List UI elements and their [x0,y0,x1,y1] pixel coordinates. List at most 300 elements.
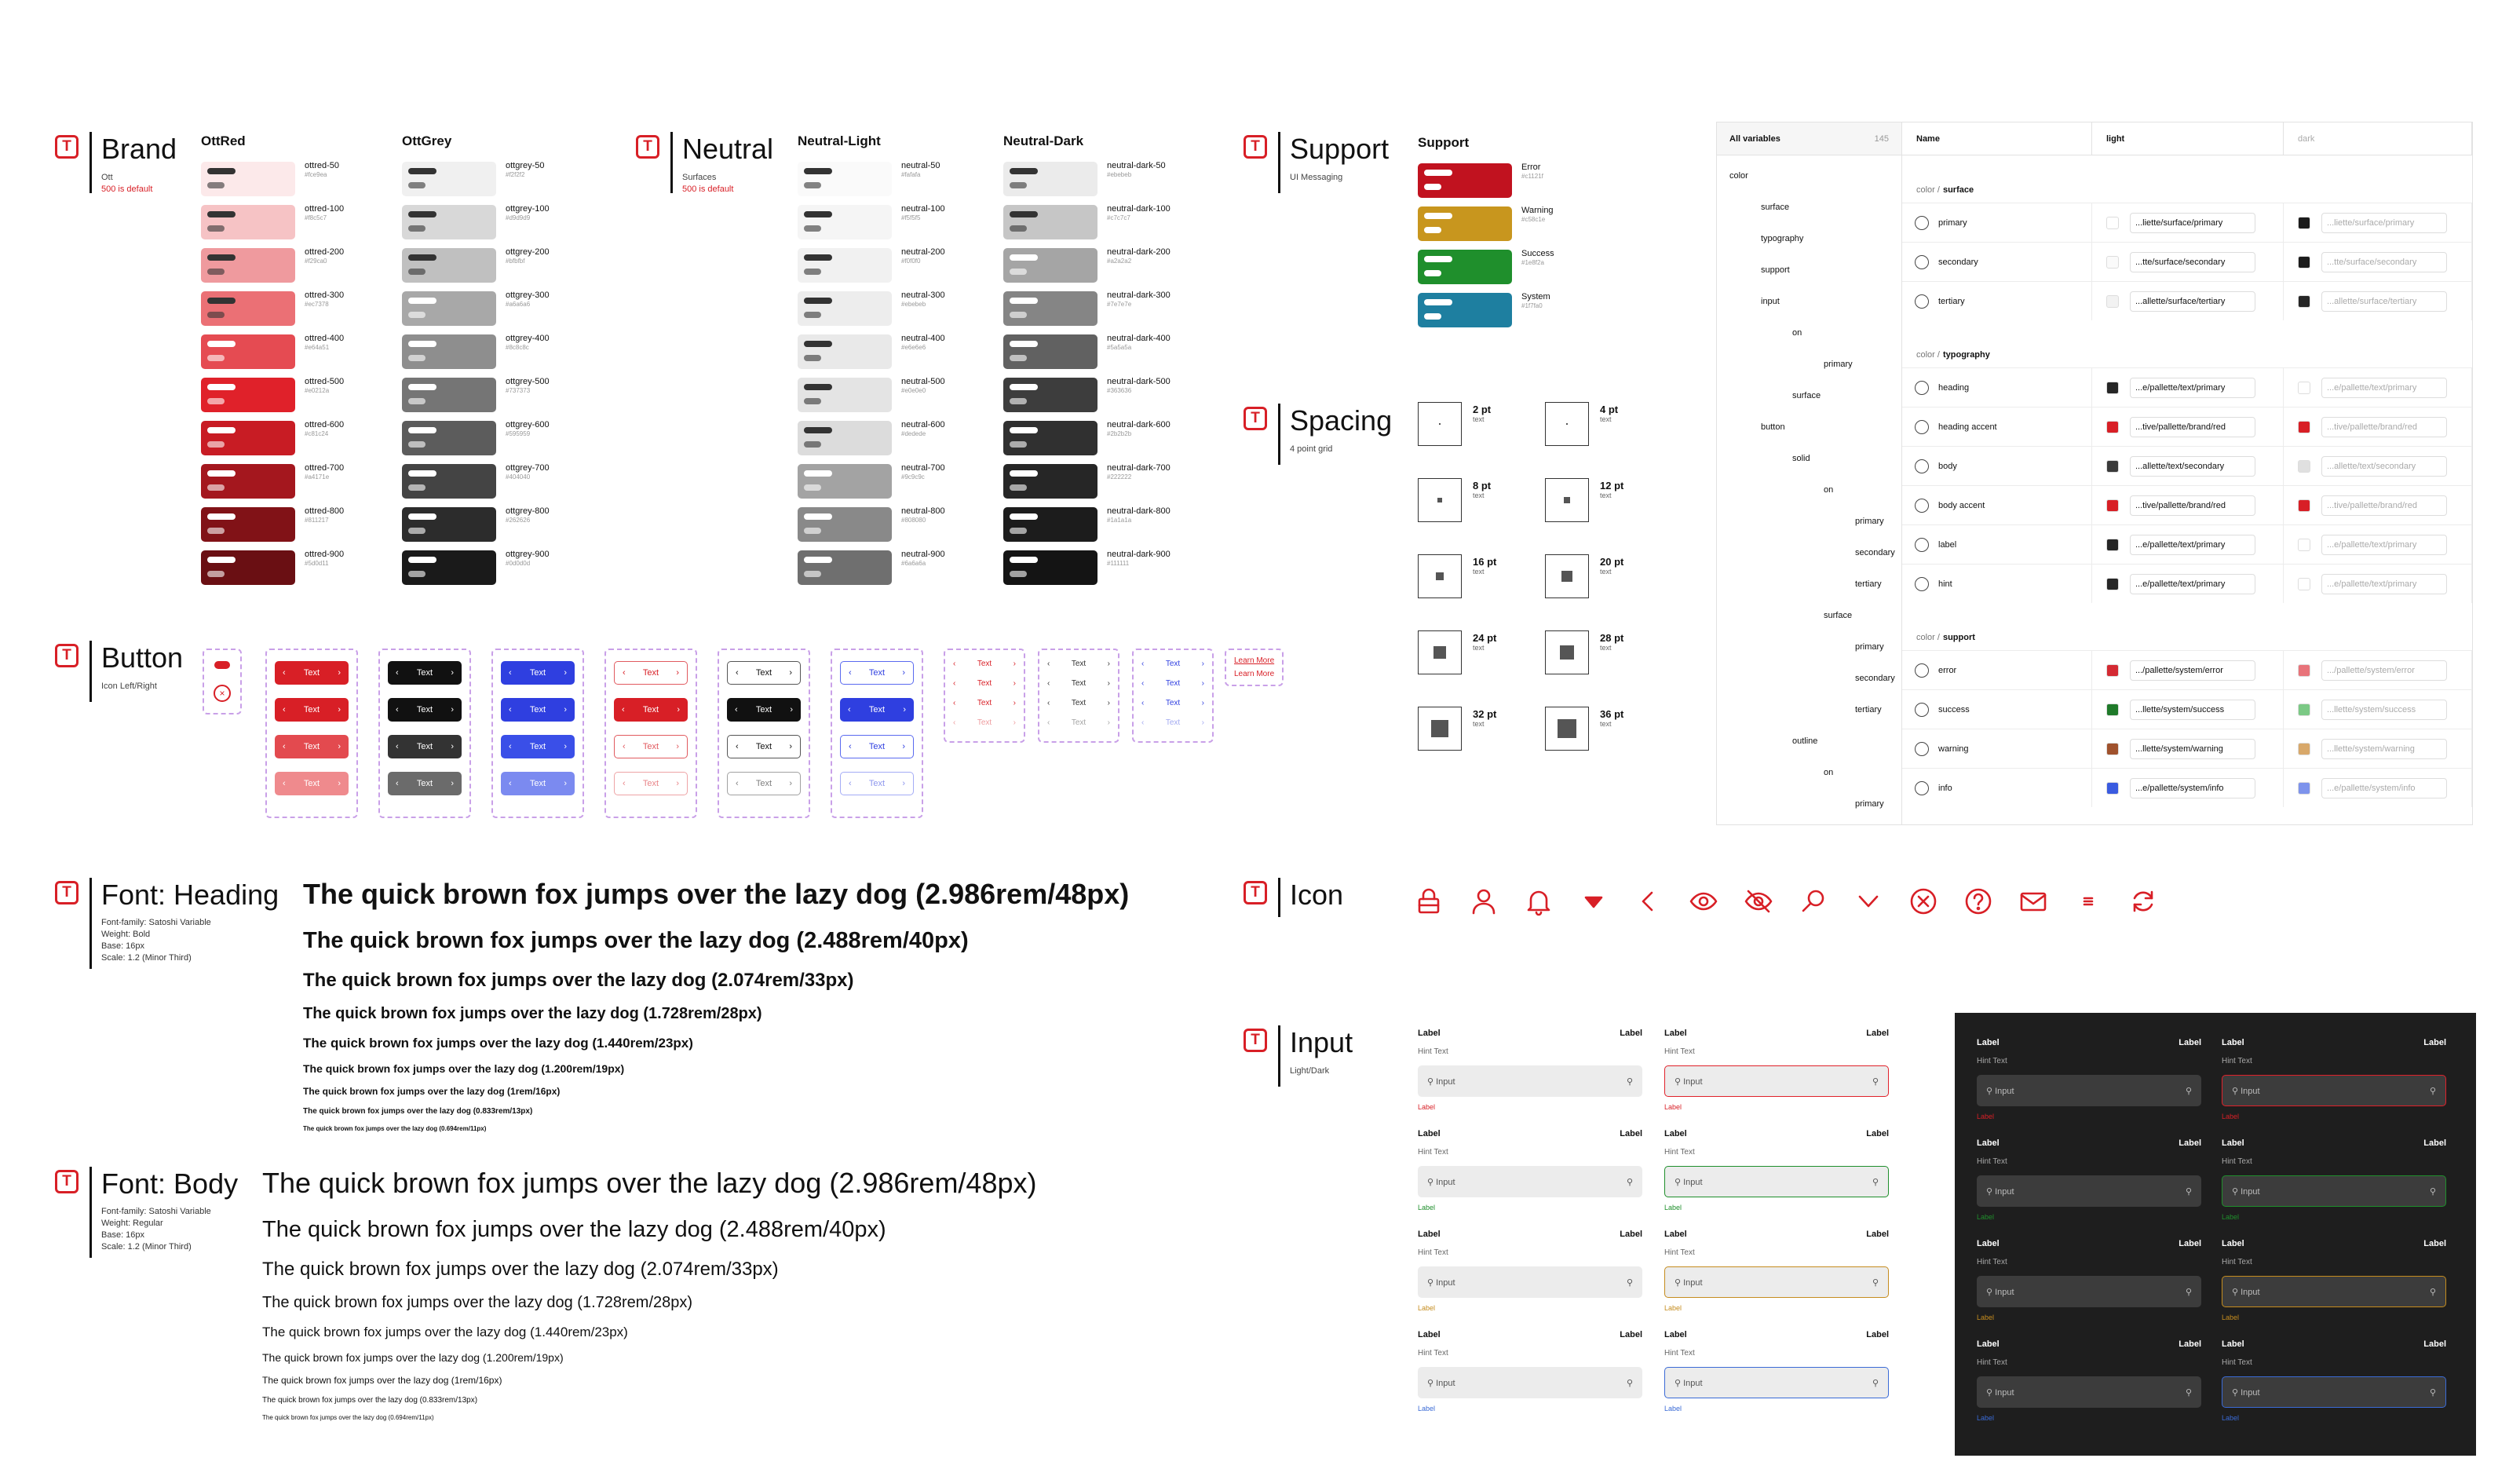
palette-title: Neutral-Dark [1003,133,1084,148]
variable-row[interactable] [1902,768,2472,807]
button[interactable] [614,772,688,795]
variable-light-cell[interactable] [2092,282,2284,320]
user-icon: ⚲ [1427,1177,1437,1187]
variable-dark-cell[interactable] [2284,243,2472,281]
variable-value: ...allette/surface/tertiary [2321,291,2447,312]
input-field-group [1977,1339,2201,1422]
swatch-box [798,205,892,239]
variable-row[interactable] [1902,729,2472,768]
font-spec [101,1206,238,1253]
variable-value: .../pallette/system/error [2130,660,2255,681]
font-spec-line: Font-family: Satoshi Variable [101,1207,211,1216]
variable-row[interactable] [1902,564,2472,603]
input-field[interactable] [2222,1276,2446,1307]
swatch-hex: #222222 [1107,473,1132,481]
variable-name: info [1938,783,1952,793]
swatch-hex: #f8c5c7 [305,214,327,221]
input-hint: Hint Text [1977,1157,2007,1166]
color-swatch[interactable] [798,507,945,542]
variable-row[interactable] [1902,281,2472,320]
input-field-group [2222,1138,2446,1221]
variable-tree-item[interactable]: secondary [1855,548,1895,557]
variable-tree-item[interactable]: support [1761,265,1790,275]
variable-tree-item[interactable]: tertiary [1855,579,1882,589]
variable-value: ...allette/text/secondary [2130,456,2255,477]
variable-light-cell[interactable] [2092,525,2284,564]
support-swatch[interactable] [1418,206,1554,241]
variable-dark-cell[interactable] [2284,203,2472,242]
swatch-name: neutral-900 [901,550,945,559]
swatch-hex: #c81c24 [305,430,329,437]
variable-tree-item[interactable]: primary [1824,360,1853,369]
swatch-meta [305,507,344,542]
button[interactable] [275,661,349,685]
color-swatch[interactable] [798,464,945,499]
font-spec [101,917,279,964]
variable-tree-item[interactable]: surface [1824,611,1853,620]
color-swatch[interactable] [1003,334,1171,369]
swatch-meta [305,162,339,196]
chevron-left-icon: ‹ [396,779,399,788]
input-placeholder: Input [1436,1076,1455,1087]
spacing-size: 36 pt [1600,708,1624,720]
color-swatch[interactable] [798,550,945,585]
swatch-pill [207,355,225,361]
swatch-box [402,291,496,326]
variable-name: heading accent [1938,422,1997,432]
user-icon: ⚲ [1675,1378,1684,1388]
variable-dark-cell[interactable] [2284,407,2472,446]
input-field[interactable] [1664,1166,1889,1197]
input-field[interactable] [1664,1266,1889,1298]
input-label-row [1977,1339,2201,1349]
variable-row[interactable] [1902,485,2472,524]
input-field[interactable] [1664,1367,1889,1398]
variable-row[interactable] [1902,524,2472,564]
color-swatch[interactable] [1003,162,1171,196]
variable-row[interactable] [1902,446,2472,485]
input-field[interactable] [1977,1376,2201,1408]
swatch-meta [1107,291,1171,326]
input-label: Label [1977,1339,2000,1349]
icon-variants-frame [203,649,242,714]
ghost-button[interactable] [1047,696,1110,710]
color-swatch[interactable] [201,421,344,455]
input-hint: Hint Text [1664,1148,1695,1157]
variable-row[interactable] [1902,203,2472,242]
chevron-right-icon: › [902,668,905,678]
color-swatch[interactable] [1003,205,1171,239]
color-swatch[interactable] [402,205,550,239]
variable-tree-item[interactable]: primary [1855,642,1884,652]
variable-name: tertiary [1938,296,1965,306]
button[interactable] [727,661,801,685]
input-field[interactable] [2222,1376,2446,1408]
input-label-right: Label [2423,1138,2446,1148]
chevron-right-icon: › [338,705,341,714]
swatch-hex: #fafafa [901,171,921,178]
chevron-left-icon: ‹ [396,742,399,751]
variable-name-cell [1902,729,2092,768]
spacing-fill [1561,571,1572,581]
button[interactable] [388,735,462,758]
variable-light-cell[interactable] [2092,651,2284,689]
palette-icon [1915,420,1929,434]
swatch-pill [408,528,425,534]
chevron-left-icon: ‹ [1047,678,1050,688]
chevron-right-icon: › [790,705,793,714]
input-field[interactable] [1418,1367,1642,1398]
swatch-pill [1010,225,1027,232]
ghost-button[interactable] [1141,676,1204,690]
input-label-row [2222,1038,2446,1047]
input-content [1427,1076,1455,1087]
swatch-meta [1521,250,1554,284]
button[interactable] [614,698,688,722]
link-button-frame [1225,649,1284,686]
variable-light-cell[interactable] [2092,729,2284,768]
support-swatch[interactable] [1418,163,1554,198]
ghost-button[interactable] [1141,656,1204,671]
swatch-pill [804,384,832,390]
color-swatch[interactable] [402,507,550,542]
palette-column [798,133,945,594]
swatch-pill [804,269,821,275]
input-label: Label [1418,1230,1441,1239]
chevron-left-icon: ‹ [849,668,852,678]
variable-light-cell[interactable] [2092,203,2284,242]
color-swatch[interactable] [402,291,550,326]
variable-light-cell[interactable] [2092,565,2284,603]
button[interactable] [388,698,462,722]
user-icon: ⚲ [1872,1177,1879,1187]
swatch-hex: #c58c1e [1521,216,1546,223]
swatch-meta [506,248,550,283]
color-chip [2298,217,2310,229]
section-title: Brand [101,133,177,165]
color-chip [2106,578,2119,590]
spacing-fill [1431,720,1448,736]
color-chip [2106,295,2119,308]
color-swatch[interactable] [1003,421,1171,455]
button[interactable] [727,772,801,795]
chevron-right-icon: › [1013,698,1016,707]
user-icon: ⚲ [2185,1387,2192,1398]
color-swatch[interactable] [1003,507,1171,542]
variable-value: ...e/pallette/system/info [2321,778,2447,798]
swatch-name: ottred-600 [305,420,345,429]
variable-value: ...liette/surface/primary [2321,213,2447,233]
chevron-right-icon: › [676,742,679,751]
button[interactable] [501,735,575,758]
variable-row[interactable] [1902,367,2472,407]
button[interactable] [275,772,349,795]
input-hint: Hint Text [1664,1248,1695,1257]
input-label-row [1418,1129,1642,1138]
variable-name: warning [1938,744,1969,754]
variable-dark-cell[interactable] [2284,447,2472,485]
color-swatch[interactable] [402,550,550,585]
spacing-fill [1437,498,1441,502]
spacing-label [1473,404,1491,423]
color-swatch[interactable] [798,162,945,196]
button-label: Text [416,668,433,678]
support-swatch[interactable] [1418,250,1554,284]
swatch-name: Warning [1521,206,1554,215]
variable-dark-cell[interactable] [2284,525,2472,564]
learn-more-link[interactable]: Learn More [1234,670,1275,678]
swatch-name: ottgrey-900 [506,550,550,559]
color-chip [2298,256,2310,269]
spacing-fill [1436,572,1444,581]
ghost-button[interactable] [1141,715,1204,729]
variable-light-cell[interactable] [2092,407,2284,446]
variable-row[interactable] [1902,689,2472,729]
button[interactable] [501,661,575,685]
button-column [718,649,810,818]
variable-light-cell[interactable] [2092,690,2284,729]
ghost-button[interactable] [1047,676,1110,690]
swatch-meta [901,421,945,455]
ghost-button[interactable] [953,676,1016,690]
input-label-right: Label [1620,1230,1642,1239]
variable-light-cell[interactable] [2092,368,2284,407]
spacing-box [1418,478,1462,522]
button[interactable] [727,698,801,722]
variable-tree-item[interactable]: surface [1792,391,1821,400]
variable-tree-item[interactable]: primary [1855,799,1884,809]
input-field[interactable] [1977,1175,2201,1207]
color-swatch[interactable] [798,291,945,326]
color-swatch[interactable] [1003,550,1171,585]
variable-tree-item[interactable]: surface [1761,203,1790,212]
color-swatch[interactable] [798,248,945,283]
variable-row[interactable] [1902,242,2472,281]
color-swatch[interactable] [1003,291,1171,326]
button[interactable] [501,698,575,722]
color-swatch[interactable] [798,334,945,369]
button[interactable] [727,735,801,758]
color-swatch[interactable] [402,421,550,455]
color-swatch[interactable] [1003,464,1171,499]
variable-dark-cell[interactable] [2284,486,2472,524]
user-icon: ⚲ [1675,1177,1684,1187]
type-sample: The quick brown fox jumps over the lazy dog (0.694rem/11px) [262,1414,434,1422]
all-variables-label[interactable]: All variables [1729,133,1780,144]
user-icon: ⚲ [1986,1186,1996,1197]
button[interactable] [840,772,914,795]
section-title: Button [101,641,184,674]
variable-dark-cell[interactable] [2284,690,2472,729]
spacing-section-title [1244,404,1392,465]
color-swatch[interactable] [402,248,550,283]
input-field[interactable] [2222,1075,2446,1106]
variable-dark-cell[interactable] [2284,368,2472,407]
variable-tree-item[interactable]: input [1761,297,1780,306]
color-swatch[interactable] [1003,378,1171,412]
button[interactable] [840,698,914,722]
color-swatch[interactable] [402,334,550,369]
chevron-right-icon: › [1107,659,1110,668]
color-swatch[interactable] [402,378,550,412]
swatch-pill [207,470,236,477]
swatch-meta [901,291,945,326]
variable-tree-item[interactable]: solid [1792,454,1810,463]
variable-tree-item[interactable]: on [1792,328,1802,338]
spacing-size: 8 pt [1473,480,1492,492]
variable-dark-cell[interactable] [2284,651,2472,689]
color-swatch[interactable] [798,378,945,412]
chevron-right-icon: › [1201,718,1204,727]
button[interactable] [614,735,688,758]
ghost-button[interactable] [1047,715,1110,729]
input-field[interactable] [2222,1175,2446,1207]
swatch-meta [1107,205,1171,239]
swatch-hex: #262626 [506,517,531,524]
variable-name-cell [1902,525,2092,564]
variable-row[interactable] [1902,407,2472,446]
variable-dark-cell[interactable] [2284,729,2472,768]
variable-tree-item[interactable]: tertiary [1855,705,1882,714]
swatch-box [402,162,496,196]
user-icon: ⚲ [1872,1378,1879,1388]
learn-more-link[interactable]: Learn More [1234,656,1275,665]
swatch-name: neutral-dark-100 [1107,204,1171,214]
button[interactable] [275,698,349,722]
color-swatch[interactable] [201,378,344,412]
swatch-meta [1107,464,1171,499]
close-circle-icon: × [214,685,231,702]
font-spec-line: Scale: 1.2 (Minor Third) [101,1242,192,1252]
swatch-meta [1107,507,1171,542]
input-field[interactable] [1418,1266,1642,1298]
color-swatch[interactable] [1003,248,1171,283]
button-label: Text [1071,698,1087,707]
chevron-left-icon: ‹ [622,705,625,714]
variable-tree-item[interactable]: typography [1761,234,1804,243]
eye-off-icon [1743,886,1774,917]
swatch-pill [1424,184,1441,190]
ghost-button[interactable] [953,715,1016,729]
button[interactable] [840,661,914,685]
input-field[interactable] [1418,1065,1642,1097]
variable-tree-item[interactable]: on [1824,768,1834,777]
input-label: Label [1418,1330,1441,1339]
variable-light-cell[interactable] [2092,243,2284,281]
color-swatch[interactable] [201,248,344,283]
variables-table [1716,122,2473,825]
swatch-pill [207,398,225,404]
ghost-button[interactable] [953,656,1016,671]
button-column [265,649,358,818]
input-field[interactable] [1977,1276,2201,1307]
spacing-box [1545,554,1589,598]
variable-dark-cell[interactable] [2284,565,2472,603]
color-swatch[interactable] [798,421,945,455]
swatch-meta [1107,421,1171,455]
ott-logo-icon: T [1244,881,1267,904]
color-chip [2106,782,2119,795]
spacing-size: 32 pt [1473,708,1497,720]
color-swatch[interactable] [201,334,344,369]
button[interactable] [614,661,688,685]
palette-title: OttRed [201,133,246,148]
user-icon: ⚲ [1872,1076,1879,1087]
swatch-pill [408,312,425,318]
color-swatch[interactable] [798,205,945,239]
button-label: Text [868,779,886,788]
spacing-box [1418,554,1462,598]
ghost-button[interactable] [1047,656,1110,671]
button-label: Text [1071,718,1087,727]
color-swatch[interactable] [201,205,344,239]
variable-tree-item[interactable]: primary [1855,517,1884,526]
support-swatch[interactable] [1418,293,1554,327]
input-placeholder: Input [1436,1277,1455,1288]
divider [670,132,673,193]
button[interactable] [840,735,914,758]
swatch-hex: #1e8f2a [1521,259,1544,266]
user-icon: ⚲ [1626,1378,1633,1388]
input-field[interactable] [1977,1075,2201,1106]
variable-tree-item[interactable]: secondary [1855,674,1895,683]
input-label-row [1418,1330,1642,1339]
palette-icon [1915,499,1929,513]
color-swatch[interactable] [402,464,550,499]
color-swatch[interactable] [201,162,344,196]
swatch-name: ottred-400 [305,334,345,343]
palette-column [402,133,550,594]
input-field[interactable] [1418,1166,1642,1197]
ghost-button[interactable] [953,696,1016,710]
swatch-pill [1010,312,1027,318]
variable-row[interactable] [1902,650,2472,689]
swatch-name: ottred-200 [305,247,345,257]
color-swatch[interactable] [201,291,344,326]
chevron-right-icon: › [1107,718,1110,727]
input-field[interactable] [1664,1065,1889,1097]
variable-tree-item[interactable]: outline [1792,736,1818,746]
swatch-hex: #5a5a5a [1107,344,1132,351]
input-hint: Hint Text [1664,1047,1695,1056]
variable-tree-item[interactable]: button [1761,422,1785,432]
variable-light-cell[interactable] [2092,769,2284,807]
swatch-pill [1010,528,1027,534]
spacing-fill [1564,497,1570,503]
chevron-left-icon: ‹ [848,705,851,714]
swatch-meta [506,162,545,196]
button[interactable] [275,735,349,758]
color-swatch[interactable] [201,550,344,585]
variable-light-cell[interactable] [2092,447,2284,485]
button[interactable] [388,772,462,795]
button[interactable] [501,772,575,795]
variable-tree-item[interactable]: color [1729,171,1748,181]
color-swatch[interactable] [201,507,344,542]
variable-tree-item[interactable]: on [1824,485,1834,495]
swatch-pill [207,254,236,261]
swatch-name: neutral-500 [901,377,945,386]
ghost-button[interactable] [1141,696,1204,710]
variable-dark-cell[interactable] [2284,769,2472,807]
button[interactable] [388,661,462,685]
color-swatch[interactable] [402,162,550,196]
swatch-meta [305,248,344,283]
color-swatch[interactable] [201,464,344,499]
swatch-meta [901,464,945,499]
variable-light-cell[interactable] [2092,486,2284,524]
variable-dark-cell[interactable] [2284,282,2472,320]
